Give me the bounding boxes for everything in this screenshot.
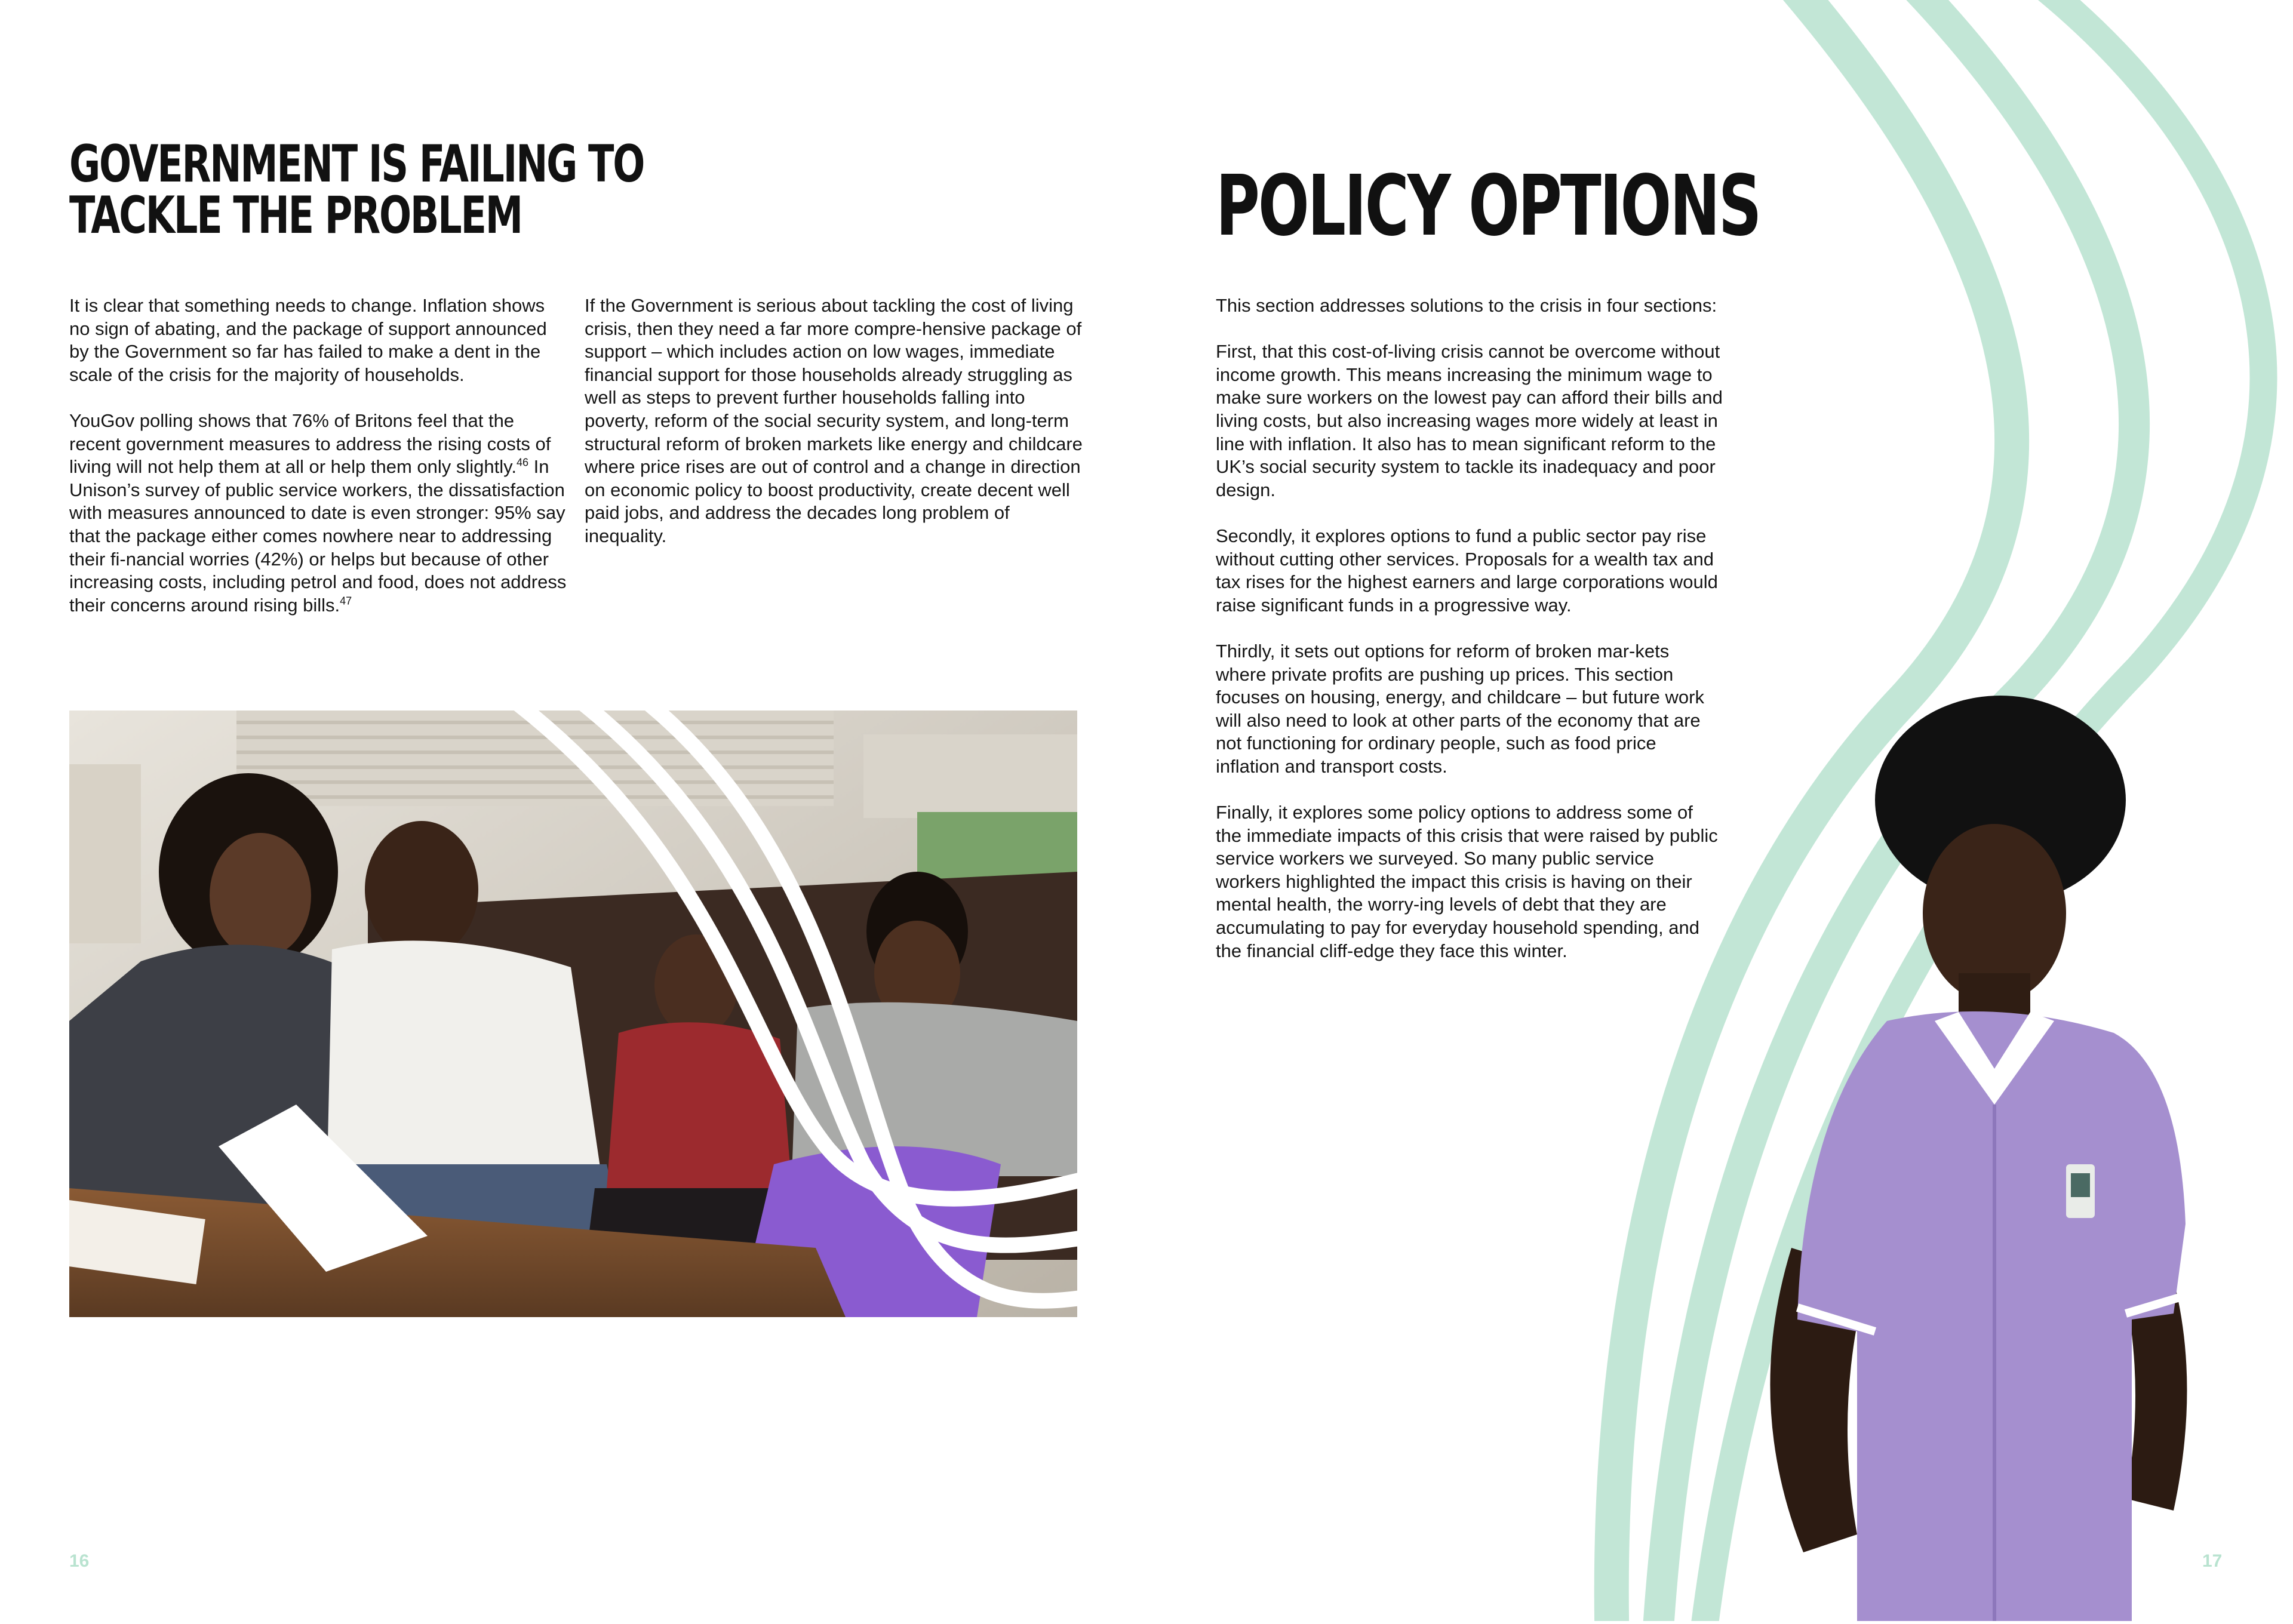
left-col1-paragraph-2 [69, 410, 568, 617]
footnote-ref-47: 47 [340, 595, 352, 607]
left-page-heading [69, 134, 644, 245]
left-column-2 [585, 294, 1092, 571]
left-heading-line-1: GOVERNMENT IS FAILING TO [69, 134, 644, 194]
unison-text: In Unison’s survey of public service workers, the dissatisfaction with measures announced to date is even stronger: 95% say that the package either comes nowhere near to addressing their fi-nancial worries (42%) or helps but because of other increasing costs, including petrol and food, does not address their concerns around rising bills. [69, 456, 567, 616]
left-column-1 [69, 294, 568, 640]
left-heading-line-2: TACKLE THE PROBLEM [69, 186, 522, 245]
policy-third-paragraph: Thirdly, it sets out options for reform of broken mar-kets where private profits are pushing up prices. This section focuses on housing, energy, and childcare – but future work will also need to look at other parts of the economy that are not functioning for ordinary people, such as food price inflation and transport costs. [1216, 640, 1704, 777]
left-col2-paragraph-1: If the Government is serious about tackling the cost of living crisis, then they need a far more compre-hensive package of support – which includes action on low wages, immediate financial support for those households already struggling as well as steps to prevent further households falling into poverty, reform of the social security system, and long-term structural reform of broken markets like energy and childcare where price rises are out of control and a change in direction on economic policy to boost productivity, create decent well paid jobs, and address the decades long problem of inequality. [585, 295, 1083, 546]
right-page-number: 17 [2202, 1551, 2223, 1571]
policy-intro-paragraph: This section addresses solutions to the crisis in four sections: [1216, 295, 1717, 316]
policy-final-paragraph: Finally, it explores some policy options to address some of the immediate impacts of this crisis that were raised by public service workers we surveyed. So many public service workers highlighted the impact this crisis is having on their mental health, the worry-ing levels of debt that they are accumulating to pay for everyday household spending, and the financial cliff-edge they face this winter. [1216, 802, 1718, 961]
family-photo [69, 710, 1077, 1317]
right-page-heading: POLICY OPTIONS [1216, 158, 1760, 255]
left-page-number: 16 [69, 1551, 90, 1571]
left-col1-paragraph-1: It is clear that something needs to change. Inflation shows no sign of abating, and the package of support announced by the Government so far has failed to make a dent in the scale of the crisis for the majority of households. [69, 295, 547, 385]
nurse-photo [1660, 687, 2233, 1621]
footnote-ref-46: 46 [516, 456, 528, 469]
policy-second-paragraph: Secondly, it explores options to fund a public sector pay rise without cutting other services. Proposals for a wealth tax and tax rises for the highest earners and large corporations would raise significant funds in a progressive way. [1216, 525, 1718, 616]
policy-first-paragraph: First, that this cost-of-living crisis cannot be overcome without income growth. This means increasing the minimum wage to make sure workers on the lowest pay can afford their bills and living costs, but also increasing wages more widely at least in line with inflation. It also has to mean significant reform to the UK’s social security system to tackle its inadequacy and poor design. [1216, 341, 1723, 500]
right-column [1216, 294, 1723, 986]
yougov-text: YouGov polling shows that 76% of Britons feel that the recent government measures to address the rising costs of living will not help them at all or help them only slightly. [69, 410, 551, 478]
